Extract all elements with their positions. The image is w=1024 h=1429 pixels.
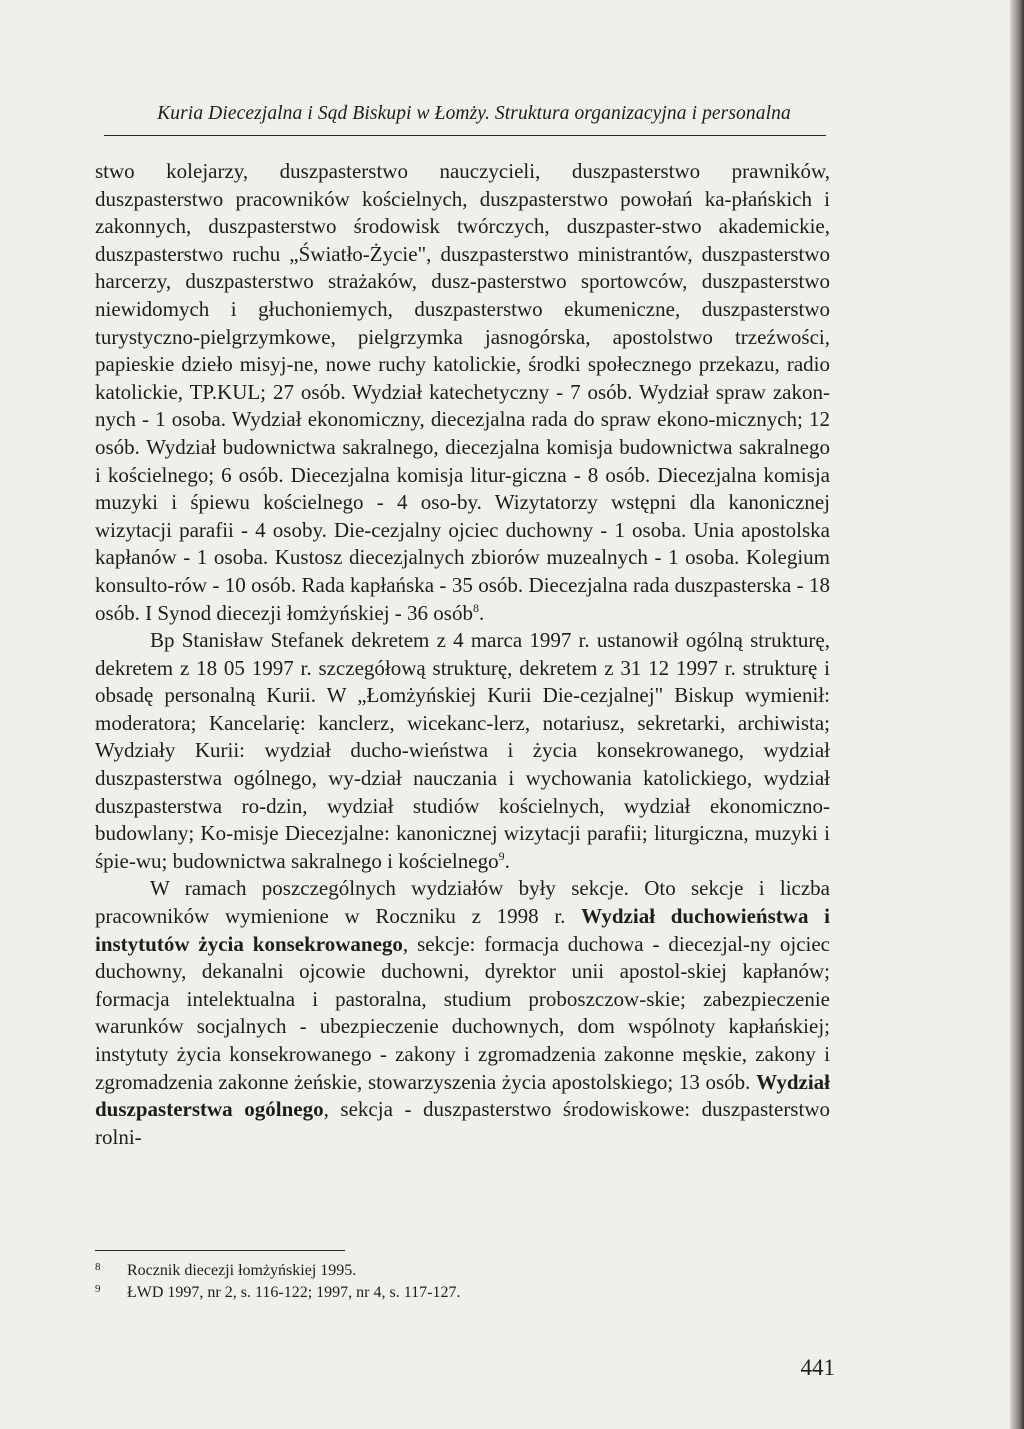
paragraph-3-text-a: W ramach poszczególnych wydziałów były sekcje. Oto sekcje i liczba pracowników wymienione w Roczniku z 1998 r. bbox=[95, 876, 830, 929]
paragraph-3-bold-2: Wydział duszpasterstwa ogólnego bbox=[95, 1069, 830, 1122]
footnote-ref-9: 9 bbox=[498, 848, 505, 863]
page-edge-shadow bbox=[1010, 0, 1024, 1429]
footnote-text: Rocznik diecezji łomżyńskiej 1995. bbox=[127, 1262, 357, 1279]
paragraph-1-end: . bbox=[478, 600, 485, 625]
paragraph-3-text-b: , sekcje: formacja duchowa - diecezjal-ny ojciec duchowny, dekanalni ojcowie duchowni, dyrektor unii apostol-skiej kapłanów; formacja intelektualna i pastoralna, studium proboszczow-skie; zabezpieczenie warunków socjalnych - ubezpieczenie duchownych, dom wspólnoty kapłańskiej; instytuty życia konsekrowanego - zakony i zgromadzenia zakonne męskie, zakony i zgromadzenia zakonne żeńskie, stowarzyszenia życia apostolskiego; 13 osób. bbox=[95, 931, 830, 1094]
footnote-9 bbox=[95, 1282, 795, 1304]
paragraph-2 bbox=[95, 627, 830, 875]
paragraph-3-text-c: , sekcja - duszpasterstwo środowiskowe: duszpasterstwo rolni- bbox=[95, 1097, 830, 1149]
page-number: 441 bbox=[800, 1355, 835, 1380]
paragraph-1-text: stwo kolejarzy, duszpasterstwo nauczycieli, duszpasterstwo prawników, duszpasterstwo pracowników kościelnych, duszpasterstwo powołań ka-płańskich i zakonnych, duszpasterstwo środowisk twórczych, duszpaster-stwo akademickie, duszpasterstwo ruchu „Światło-Życie", duszpasterstwo ministrantów, duszpasterstwo harcerzy, duszpasterstwo strażaków, dusz-pasterstwo sportowców, duszpasterstwo niewidomych i głuchoniemych, duszpasterstwo ekumeniczne, duszpasterstwo turystyczno-pielgrzymkowe, pielgrzymka jasnogórska, apostolstwo trzeźwości, papieskie dzieło misyj-ne, nowe ruchy katolickie, środki społecznego przekazu, radio katolickie, TP.KUL; 27 osób. Wydział katechetyczny - 7 osób. Wydział spraw zakon-nych - 1 osoba. Wydział ekonomiczny, diecezjalna rada do spraw ekono-micznych; 12 osób. Wydział budownictwa sakralnego, diecezjalna komisja budownictwa sakralnego i kościelnego; 6 osób. Diecezjalna komisja litur-giczna - 8 osób. Diecezjalna komisja muzyki i śpiewu kościelnego - 4 oso-by. Wizytatorzy wstępni dla kanonicznej wizytacji parafii - 4 osoby. Die-cezjalny ojciec duchowny - 1 osoba. Unia apostolska kapłanów - 1 osoba. Kustosz diecezjalnych zbiorów muzealnych - 1 osoba. Kolegium konsulto-rów - 10 osób. Rada kapłańska - 35 osób. Diecezjalna rada duszpasterska - 18 osób. I Synod diecezji łomżyńskiej - 36 osób bbox=[95, 159, 830, 625]
paragraph-2-end: . bbox=[504, 848, 510, 873]
body-text bbox=[95, 158, 830, 1151]
footnote-8 bbox=[95, 1260, 795, 1282]
footnotes bbox=[95, 1260, 795, 1304]
footnote-ref-8: 8 bbox=[472, 600, 479, 615]
footnote-text: ŁWD 1997, nr 2, s. 116-122; 1997, nr 4, s. 117-127. bbox=[127, 1284, 461, 1301]
paragraph-1 bbox=[95, 158, 830, 627]
footnote-rule bbox=[95, 1250, 345, 1251]
header-rule bbox=[104, 135, 826, 136]
paragraph-3-bold-1: Wydział duchowieństwa i instytutów życia konsekrowanego bbox=[95, 904, 830, 956]
running-head: Kuria Diecezjalna i Sąd Biskupi w Łomży. Struktura organizacyjna i personalna bbox=[157, 103, 791, 124]
paragraph-3 bbox=[95, 875, 830, 1151]
footnote-number: 8 bbox=[95, 1261, 101, 1273]
paragraph-2-text: Bp Stanisław Stefanek dekretem z 4 marca 1997 r. ustanowił ogólną strukturę, dekretem z 18 05 1997 r. szczegółową strukturę, dekretem z 31 12 1997 r. strukturę i obsadę personalną Kurii. W „Łomżyńskiej Kurii Die-cezjalnej" Biskup wymienił: moderatora; Kancelarię: kanclerz, wicekanc-lerz, notariusz, sekretarki, archiwista; Wydziały Kurii: wydział ducho-wieństwa i życia konsekrowanego, wydział duszpasterstwa ogólnego, wy-dział nauczania i wychowania katolickiego, wydział duszpasterstwa ro-dzin, wydział studiów kościelnych, wydział ekonomiczno-budowlany; Ko-misje Diecezjalne: kanonicznej wizytacji parafii; liturgiczna, muzyki i śpie-wu; budownictwa sakralnego i kościelnego bbox=[95, 628, 830, 873]
footnote-number: 9 bbox=[95, 1283, 101, 1295]
